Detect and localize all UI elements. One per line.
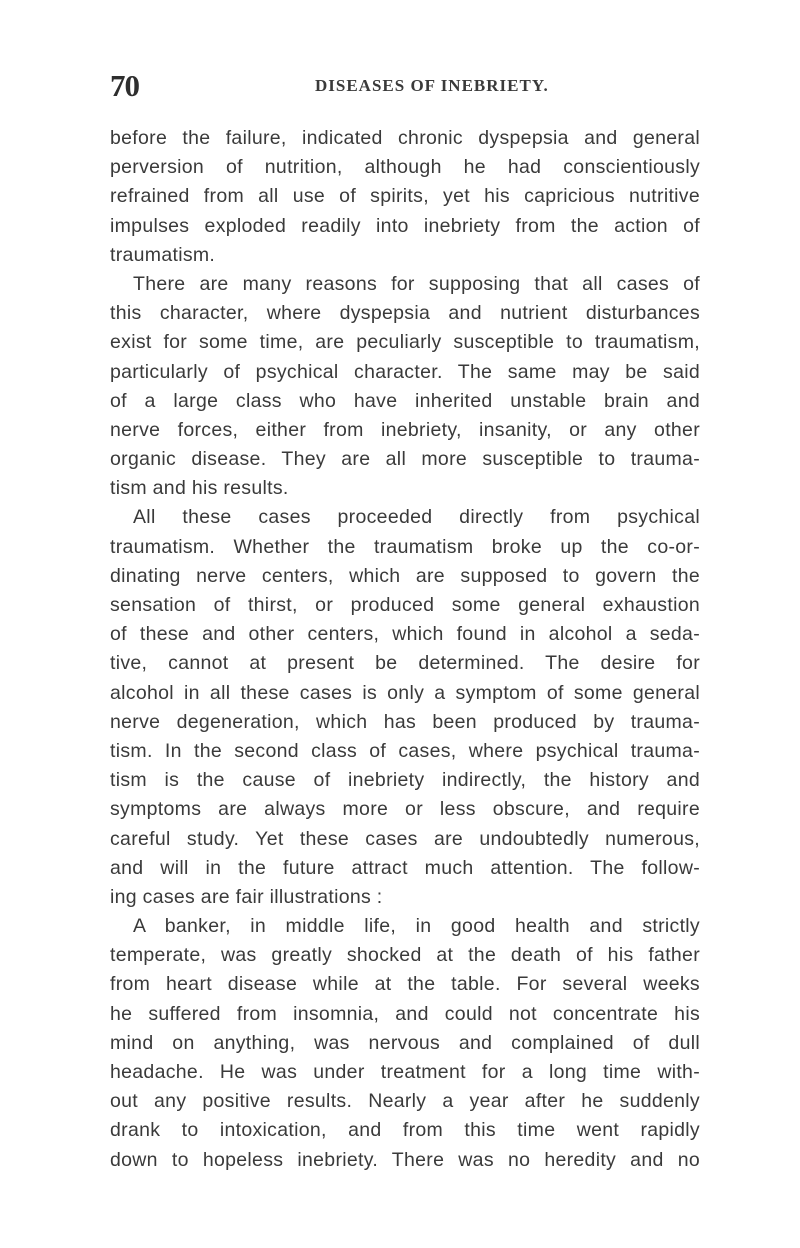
text-line: and will in the future attract much attention. The follow- (110, 856, 700, 879)
text-line: down to hopeless inebriety. There was no heredity and no (110, 1148, 700, 1171)
text-line: tive, cannot at present be determined. The desire for (110, 652, 700, 675)
text-line: perversion of nutrition, although he had conscientiously (110, 156, 700, 179)
page-number: 70 (110, 68, 139, 103)
text-line: traumatism. Whether the traumatism broke up the co-or- (110, 535, 700, 558)
text-line: tism is the cause of inebriety indirectly, the history and (110, 769, 700, 792)
text-line: impulses exploded readily into inebriety from the action of (110, 214, 700, 237)
text-line: temperate, was greatly shocked at the death of his father (110, 944, 700, 967)
text-line: All these cases proceeded directly from psychical (133, 506, 700, 529)
text-line: nerve degeneration, which has been produced by trauma- (110, 710, 700, 733)
text-line: careful study. Yet these cases are undoubtedly numerous, (110, 827, 700, 850)
text-line: symptoms are always more or less obscure, and require (110, 798, 700, 821)
text-line: tism and his results. (110, 477, 289, 500)
text-line: this character, where dyspepsia and nutrient disturbances (110, 302, 700, 325)
text-line: of these and other centers, which found in alcohol a seda- (110, 623, 700, 646)
text-line: out any positive results. Nearly a year after he suddenly (110, 1090, 700, 1113)
text-line: from heart disease while at the table. For several weeks (110, 973, 700, 996)
text-line: he suffered from insomnia, and could not concentrate his (110, 1002, 700, 1025)
text-line: exist for some time, are peculiarly susceptible to traumatism, (110, 331, 700, 354)
text-line: refrained from all use of spirits, yet his capricious nutritive (110, 185, 700, 208)
text-line: sensation of thirst, or produced some general exhaustion (110, 594, 700, 616)
text-line: traumatism. (110, 243, 216, 266)
text-line: A banker, in middle life, in good health and strictly (133, 915, 700, 938)
text-line: drank to intoxication, and from this time went rapidly (110, 1119, 700, 1142)
text-line: mind on anything, was nervous and complained of dull (110, 1031, 700, 1054)
text-line: ing cases are fair illustrations : (110, 885, 383, 908)
text-line: headache. He was under treatment for a long time with- (110, 1061, 700, 1083)
text-line: tism. In the second class of cases, where psychical trauma- (110, 739, 700, 762)
body-text (110, 124, 700, 1175)
text-line: before the failure, indicated chronic dyspepsia and general (110, 127, 700, 149)
text-line: alcohol in all these cases is only a symptom of some general (110, 681, 700, 704)
page-header (110, 66, 700, 106)
text-line: dinating nerve centers, which are supposed to govern the (110, 564, 700, 587)
text-line: organic disease. They are all more susceptible to trauma- (110, 448, 700, 471)
text-line: of a large class who have inherited unstable brain and (110, 389, 700, 412)
text-line: There are many reasons for supposing that all cases of (133, 272, 700, 295)
text-line: particularly of psychical character. The same may be said (110, 360, 700, 383)
running-head: DISEASES OF INEBRIETY. (315, 76, 549, 95)
text-line: nerve forces, either from inebriety, insanity, or any other (110, 418, 700, 441)
